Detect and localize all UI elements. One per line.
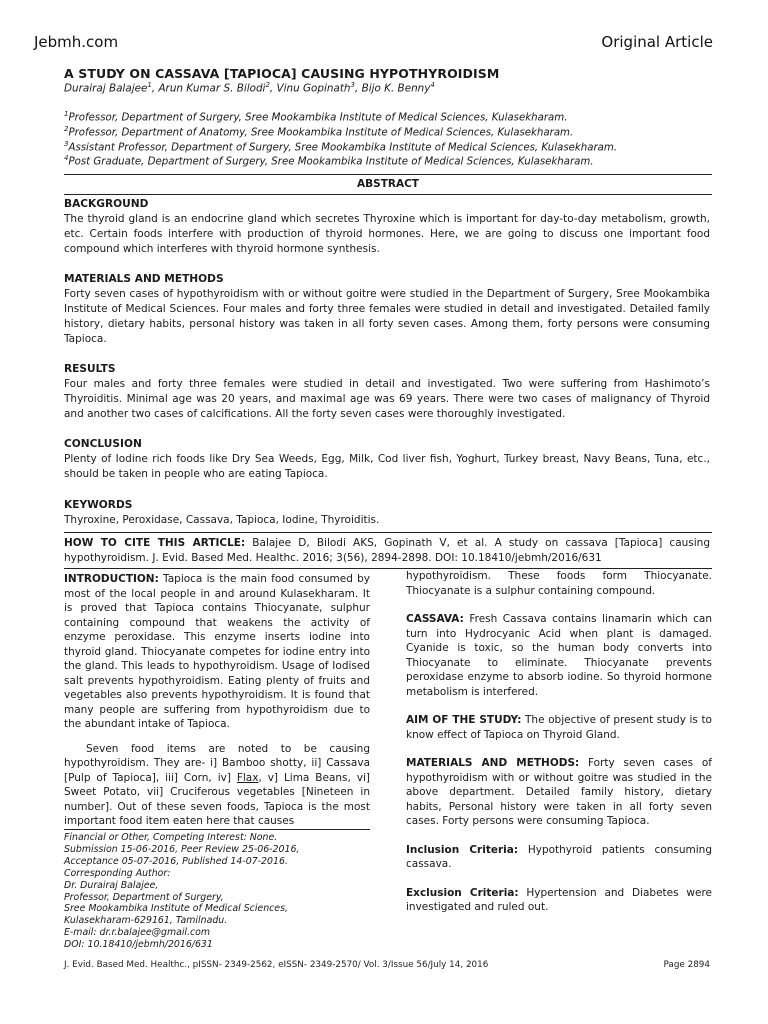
page-number: Page 2894 — [663, 960, 710, 970]
conclusion-text: Plenty of Iodine rich foods like Dry Sea Weeds, Egg, Milk, Cod liver fish, Yoghurt, Turkey breast, Navy Beans, Tuna, etc., should be taken in people who are eating Tapioca. — [64, 453, 710, 480]
affiliation: $^2$Professor, Department of Anatomy, Sree Mookambika Institute of Medical Sciences, Kulasekharam. — [64, 125, 574, 139]
introduction-paragraph: INTRODUCTION: Tapioca is the main food consumed by most of the local people in and around Kulasekharam. It is proved that Tapioca contains Thiocyanate, sulphur containing compound that weakens the activity of enzyme peroxidase. This enzyme inserts iodine into thyroid gland. Thiocyanate competes for iodine entry into the gland. This leads to hypothyroidism. Usage of Iodised salt prevents hypothyroidism. Eating plenty of fruits and vegetables also prevents hypothyroidism. It is found that many people are suffering from hypothyroidism due to the abundant intake of Tapioca. — [64, 573, 370, 730]
author-name: Bijo K. Benny — [361, 82, 431, 95]
background-text: The thyroid gland is an endocrine gland which secretes Thyroxine which is important for day-to-day metabolism, growth, etc. Certain foods interfere with production of thyroid hormones. Here, we are going to discuss one important food compound which interferes with thyroid hormone synthesis. — [64, 213, 710, 255]
footnote-divider — [64, 829, 370, 830]
right-column — [406, 569, 712, 915]
left-column — [64, 572, 370, 829]
divider — [64, 194, 712, 195]
methods-paragraph: MATERIALS AND METHODS: Forty seven cases of hypothyroidism with or without goitre was studied in the above department. Detailed family history, dietary habits, Personal history were taken in all forty seven cases. Forty persons were consuming Tapioca. — [406, 757, 712, 827]
author-list: Durairaj Balajee$^1$, Arun Kumar S. Bilodi$^2$, Vinu Gopinath$^3$, Bijo K. Benny$^4$ — [64, 81, 435, 95]
section-heading-conclusion: CONCLUSION — [64, 438, 142, 450]
citation: HOW TO CITE THIS ARTICLE: Balajee D, Bilodi AKS, Gopinath V, et al. A study on cassava [Tapioca] causing hypothyroidism. J. Evid. Based Med. Healthc. 2016; 3(56), 2894-2898. DOI: 10.18410/jebmh/2016/631 — [64, 537, 710, 564]
methods-text: Forty seven cases of hypothyroidism with or without goitre were studied in the Department of Surgery, Sree Mookambika Institute of Medical Sciences. Four males and forty three females were studied in detail and investigated. Detailed family history, dietary habits, personal history was taken in all forty seven cases. Among them, forty persons were consuming Tapioca. — [64, 288, 710, 345]
author-name: Vinu Gopinath — [276, 82, 351, 95]
keywords-text: Thyroxine, Peroxidase, Cassava, Tapioca, Iodine, Thyroiditis. — [64, 514, 380, 526]
divider — [64, 532, 712, 533]
affiliation: $^3$Assistant Professor, Department of Surgery, Sree Mookambika Institute of Medical Sciences, Kulasekharam. — [64, 140, 618, 154]
section-heading-background: BACKGROUND — [64, 198, 149, 210]
journal-footer: J. Evid. Based Med. Healthc., pISSN- 2349-2562, eISSN- 2349-2570/ Vol. 3/Issue 56/July 14, 2016 — [64, 960, 489, 970]
section-heading-methods: MATERIALS AND METHODS — [64, 273, 224, 285]
results-text: Four males and forty three females were studied in detail and investigated. Two were suffering from Hashimoto’s Thyroiditis. Minimal age was 20 years, and maximal age was 69 years. There were two cases of malignancy of Thyroid and another two cases of calcifications. All the forty seven cases were thoroughly investigated. — [64, 378, 710, 420]
author-name: Arun Kumar S. Bilodi — [158, 82, 266, 95]
affiliation: $^4$Post Graduate, Department of Surgery, Sree Mookambika Institute of Medical Sciences, Kulasekharam. — [64, 154, 594, 168]
food-items-paragraph: Seven food items are noted to be causing hypothyroidism. They are- i] Bamboo shotty, ii] Cassava [Pulp of Tapioca], iii] Corn, iv] Flax, v] Lima Beans, vi] Sweet Potato, vii] Cruciferous vegetables [Nineteen in number]. Out of these seven foods, Tapioca is the most important food item eaten here that causes — [64, 742, 371, 827]
article-type: Original Article — [601, 33, 713, 51]
author-name: Durairaj Balajee — [64, 82, 148, 95]
aim-paragraph: AIM OF THE STUDY: The objective of present study is to know effect of Tapioca on Thyroid Gland. — [406, 714, 712, 741]
journal-site: Jebmh.com — [34, 33, 119, 51]
section-heading-results: RESULTS — [64, 363, 116, 375]
article-title: A STUDY ON CASSAVA [TAPIOCA] CAUSING HYPOTHYROIDISM — [64, 66, 500, 81]
exclusion-criteria: Exclusion Criteria: Hypertension and Diabetes were investigated and ruled out. — [406, 886, 713, 913]
abstract-heading: ABSTRACT — [357, 178, 419, 190]
inclusion-criteria: Inclusion Criteria: Hypothyroid patients consuming cassava. — [406, 843, 712, 870]
affiliation: $^1$Professor, Department of Surgery, Sree Mookambika Institute of Medical Sciences, Kulasekharam. — [64, 110, 568, 124]
cassava-paragraph: CASSAVA: Fresh Cassava contains linamarin which can turn into Hydrocyanic Acid when plant is damaged. Cyanide is toxic, so the human body converts into Thiocyanate to eliminate. Thiocyanate prevents peroxidase enzyme to absorb iodine. So thyroid hormone metabolism is interfered. — [406, 613, 712, 698]
section-heading-keywords: KEYWORDS — [64, 499, 133, 511]
divider — [64, 174, 712, 175]
continued-paragraph: hypothyroidism. These foods form Thiocyanate. Thiocyanate is a sulphur containing compound. — [406, 570, 712, 597]
article-notes: Financial or Other, Competing Interest: None. Submission 15-06-2016, Peer Review 25-06-2016, Acceptance 05-07-2016, Published 14-07-2016. Corresponding Author: Dr. Durairaj Balajee, Professor, Department of Surgery, Sree Mookambika Institute of Medical Sciences, Kulasekharam-629161, Tamilnadu. E-mail: dr.r.balajee@gmail.com DOI: 10.18410/jebmh/2016/631 — [64, 832, 300, 951]
